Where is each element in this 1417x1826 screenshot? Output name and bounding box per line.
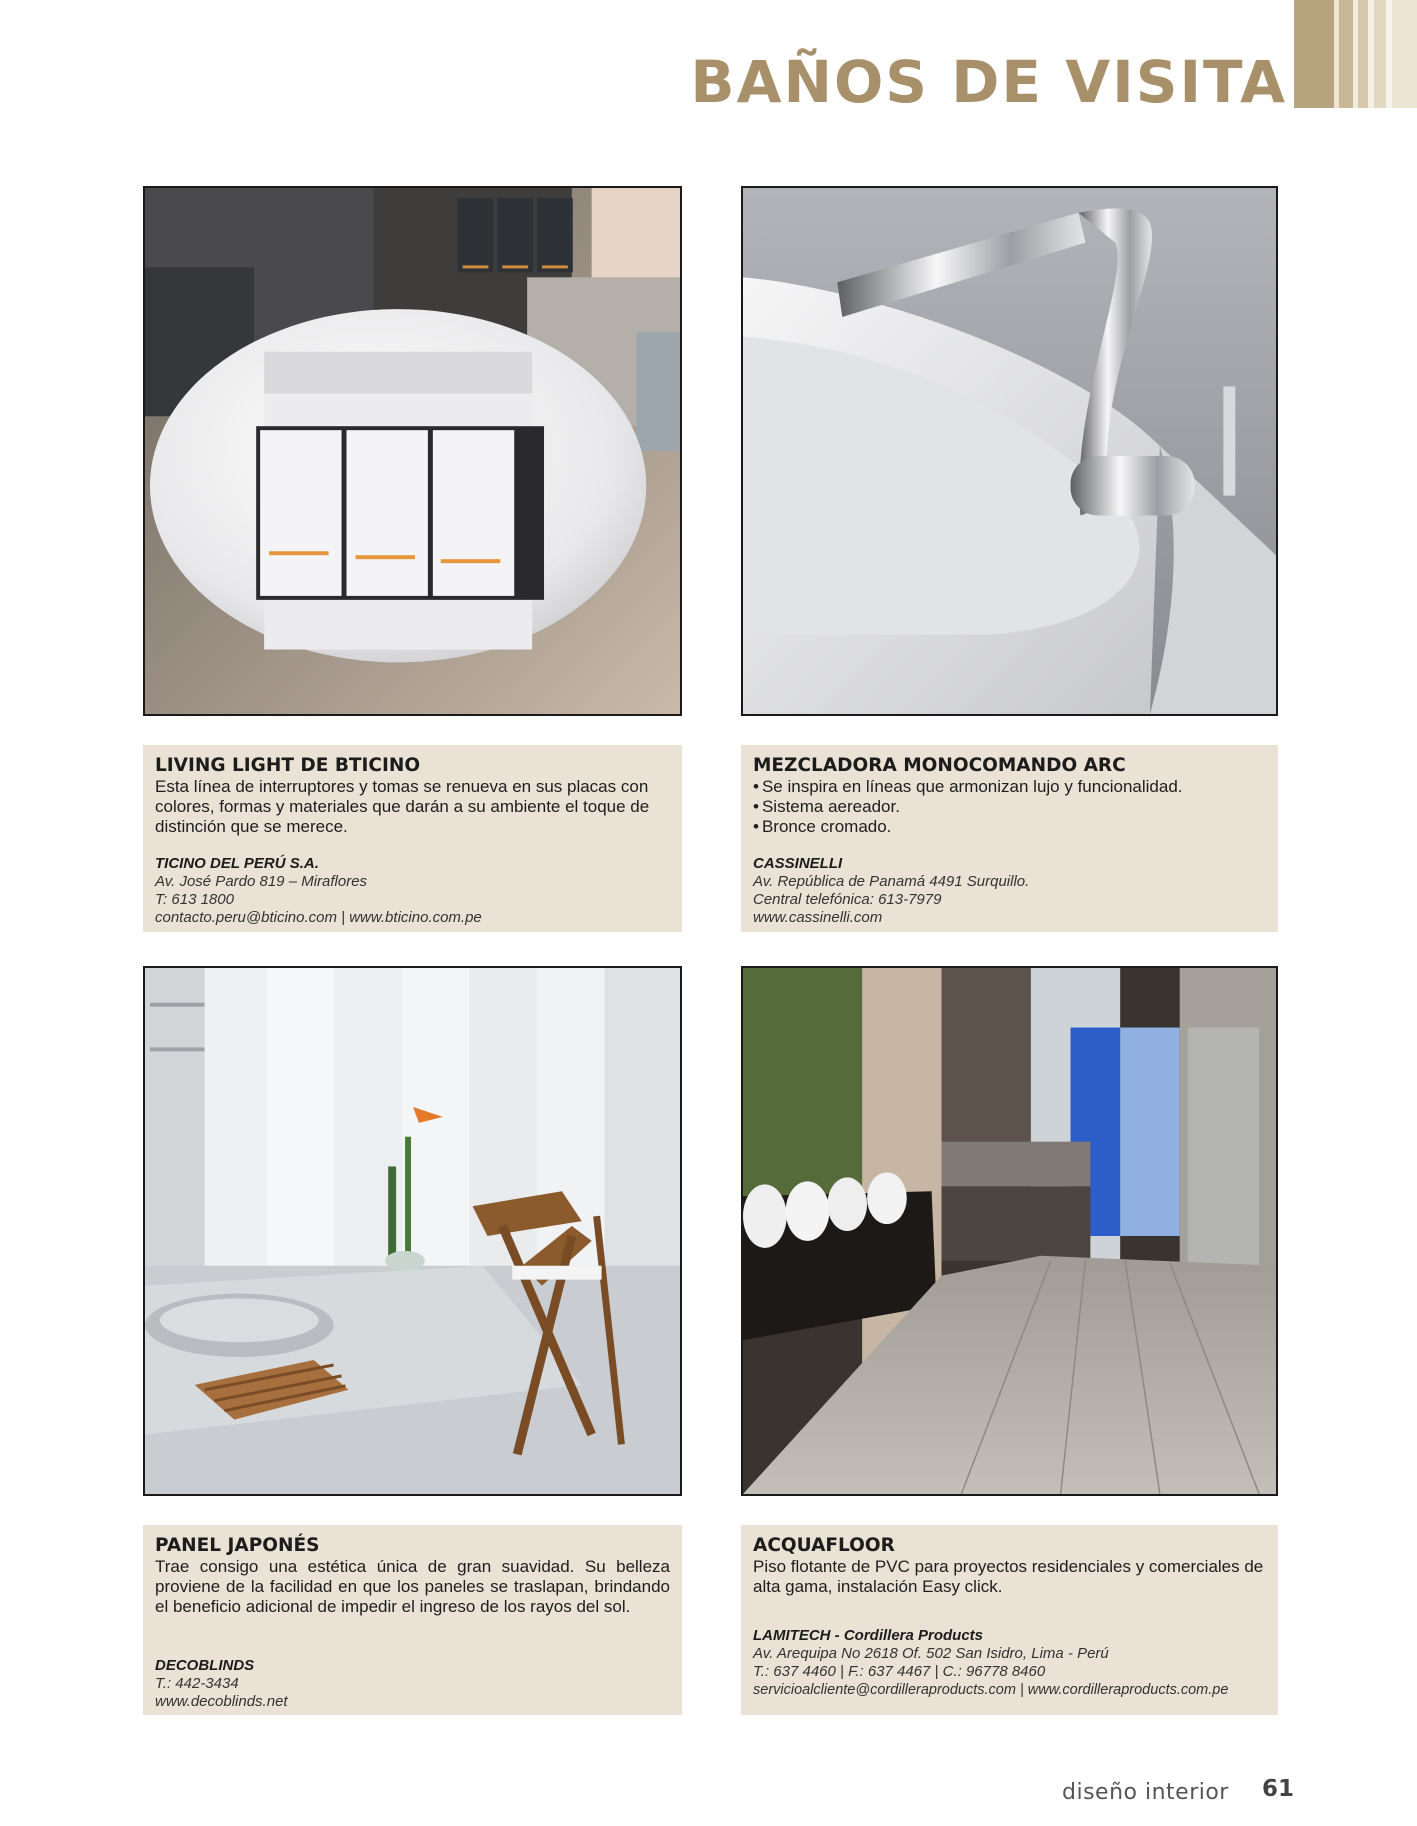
company-phone: T: 613 1800	[155, 891, 234, 908]
product-name: PANEL JAPONÉS	[155, 1535, 320, 1556]
product-card-panel-japones	[143, 1525, 682, 1715]
product-description: Piso flotante de PVC para proyectos residenciales y comerciales de alta gama, instalación Easy click.	[753, 1557, 1264, 1596]
product-name: LIVING LIGHT DE BTICINO	[155, 755, 421, 776]
page-title: BAÑOS DE VISITA	[690, 48, 1287, 116]
company-address: Av. Arequipa No 2618 Of. 502 San Isidro, Lima - Perú	[753, 1645, 1109, 1662]
company-web: www.cassinelli.com	[753, 909, 883, 926]
magazine-name: diseño interior	[1062, 1780, 1229, 1805]
feature-item: • Se inspira en líneas que armonizan lujo y funcionalidad.	[753, 777, 1266, 797]
company-phone: T.: 442-3434	[155, 1675, 239, 1692]
product-name: ACQUAFLOOR	[753, 1535, 895, 1556]
company-name: DECOBLINDS	[155, 1657, 255, 1674]
feature-item: • Sistema aereador.	[753, 797, 1266, 817]
company-address: Av. República de Panamá 4491 Surquillo.	[753, 873, 1030, 890]
company-name: TICINO DEL PERÚ S.A.	[155, 855, 319, 872]
product-photo-japanese-panels	[143, 966, 682, 1496]
company-phone: T.: 637 4460 | F.: 637 4467 | C.: 96778 8460	[753, 1663, 1046, 1680]
product-photo-floor	[741, 966, 1278, 1496]
product-description: Esta línea de interruptores y tomas se renueva en sus placas con colores, formas y materiales que darán a su ambiente el toque de distinción que se merece.	[155, 777, 650, 836]
product-card-acquafloor	[741, 1525, 1278, 1715]
company-phone: Central telefónica: 613-7979	[753, 891, 942, 908]
company-name: LAMITECH - Cordillera Products	[753, 1627, 984, 1644]
page-number: 61	[1262, 1776, 1295, 1802]
feature-list	[753, 777, 1266, 837]
product-card-living-light	[143, 745, 682, 932]
product-photo-faucet	[741, 186, 1278, 716]
product-description: Trae consigo una estética única de gran suavidad. Su belleza proviene de la facilidad en que los paneles se traslapan, brindando el beneficio adicional de impedir el ingreso de los rayos del sol.	[155, 1557, 670, 1616]
product-name: MEZCLADORA MONOCOMANDO ARC	[753, 755, 1126, 776]
company-web: servicioalcliente@cordilleraproducts.com | www.cordilleraproducts.com.pe	[753, 1682, 1229, 1698]
title-decoration-bars	[1294, 0, 1417, 108]
company-web: contacto.peru@bticino.com | www.bticino.com.pe	[155, 909, 482, 926]
product-card-mezcladora	[741, 745, 1278, 932]
company-address: Av. José Pardo 819 – Miraflores	[155, 873, 368, 890]
product-photo-switch-plates	[143, 186, 682, 716]
company-name: CASSINELLI	[753, 855, 843, 872]
company-web: www.decoblinds.net	[155, 1693, 288, 1710]
feature-item: • Bronce cromado.	[753, 817, 1266, 837]
